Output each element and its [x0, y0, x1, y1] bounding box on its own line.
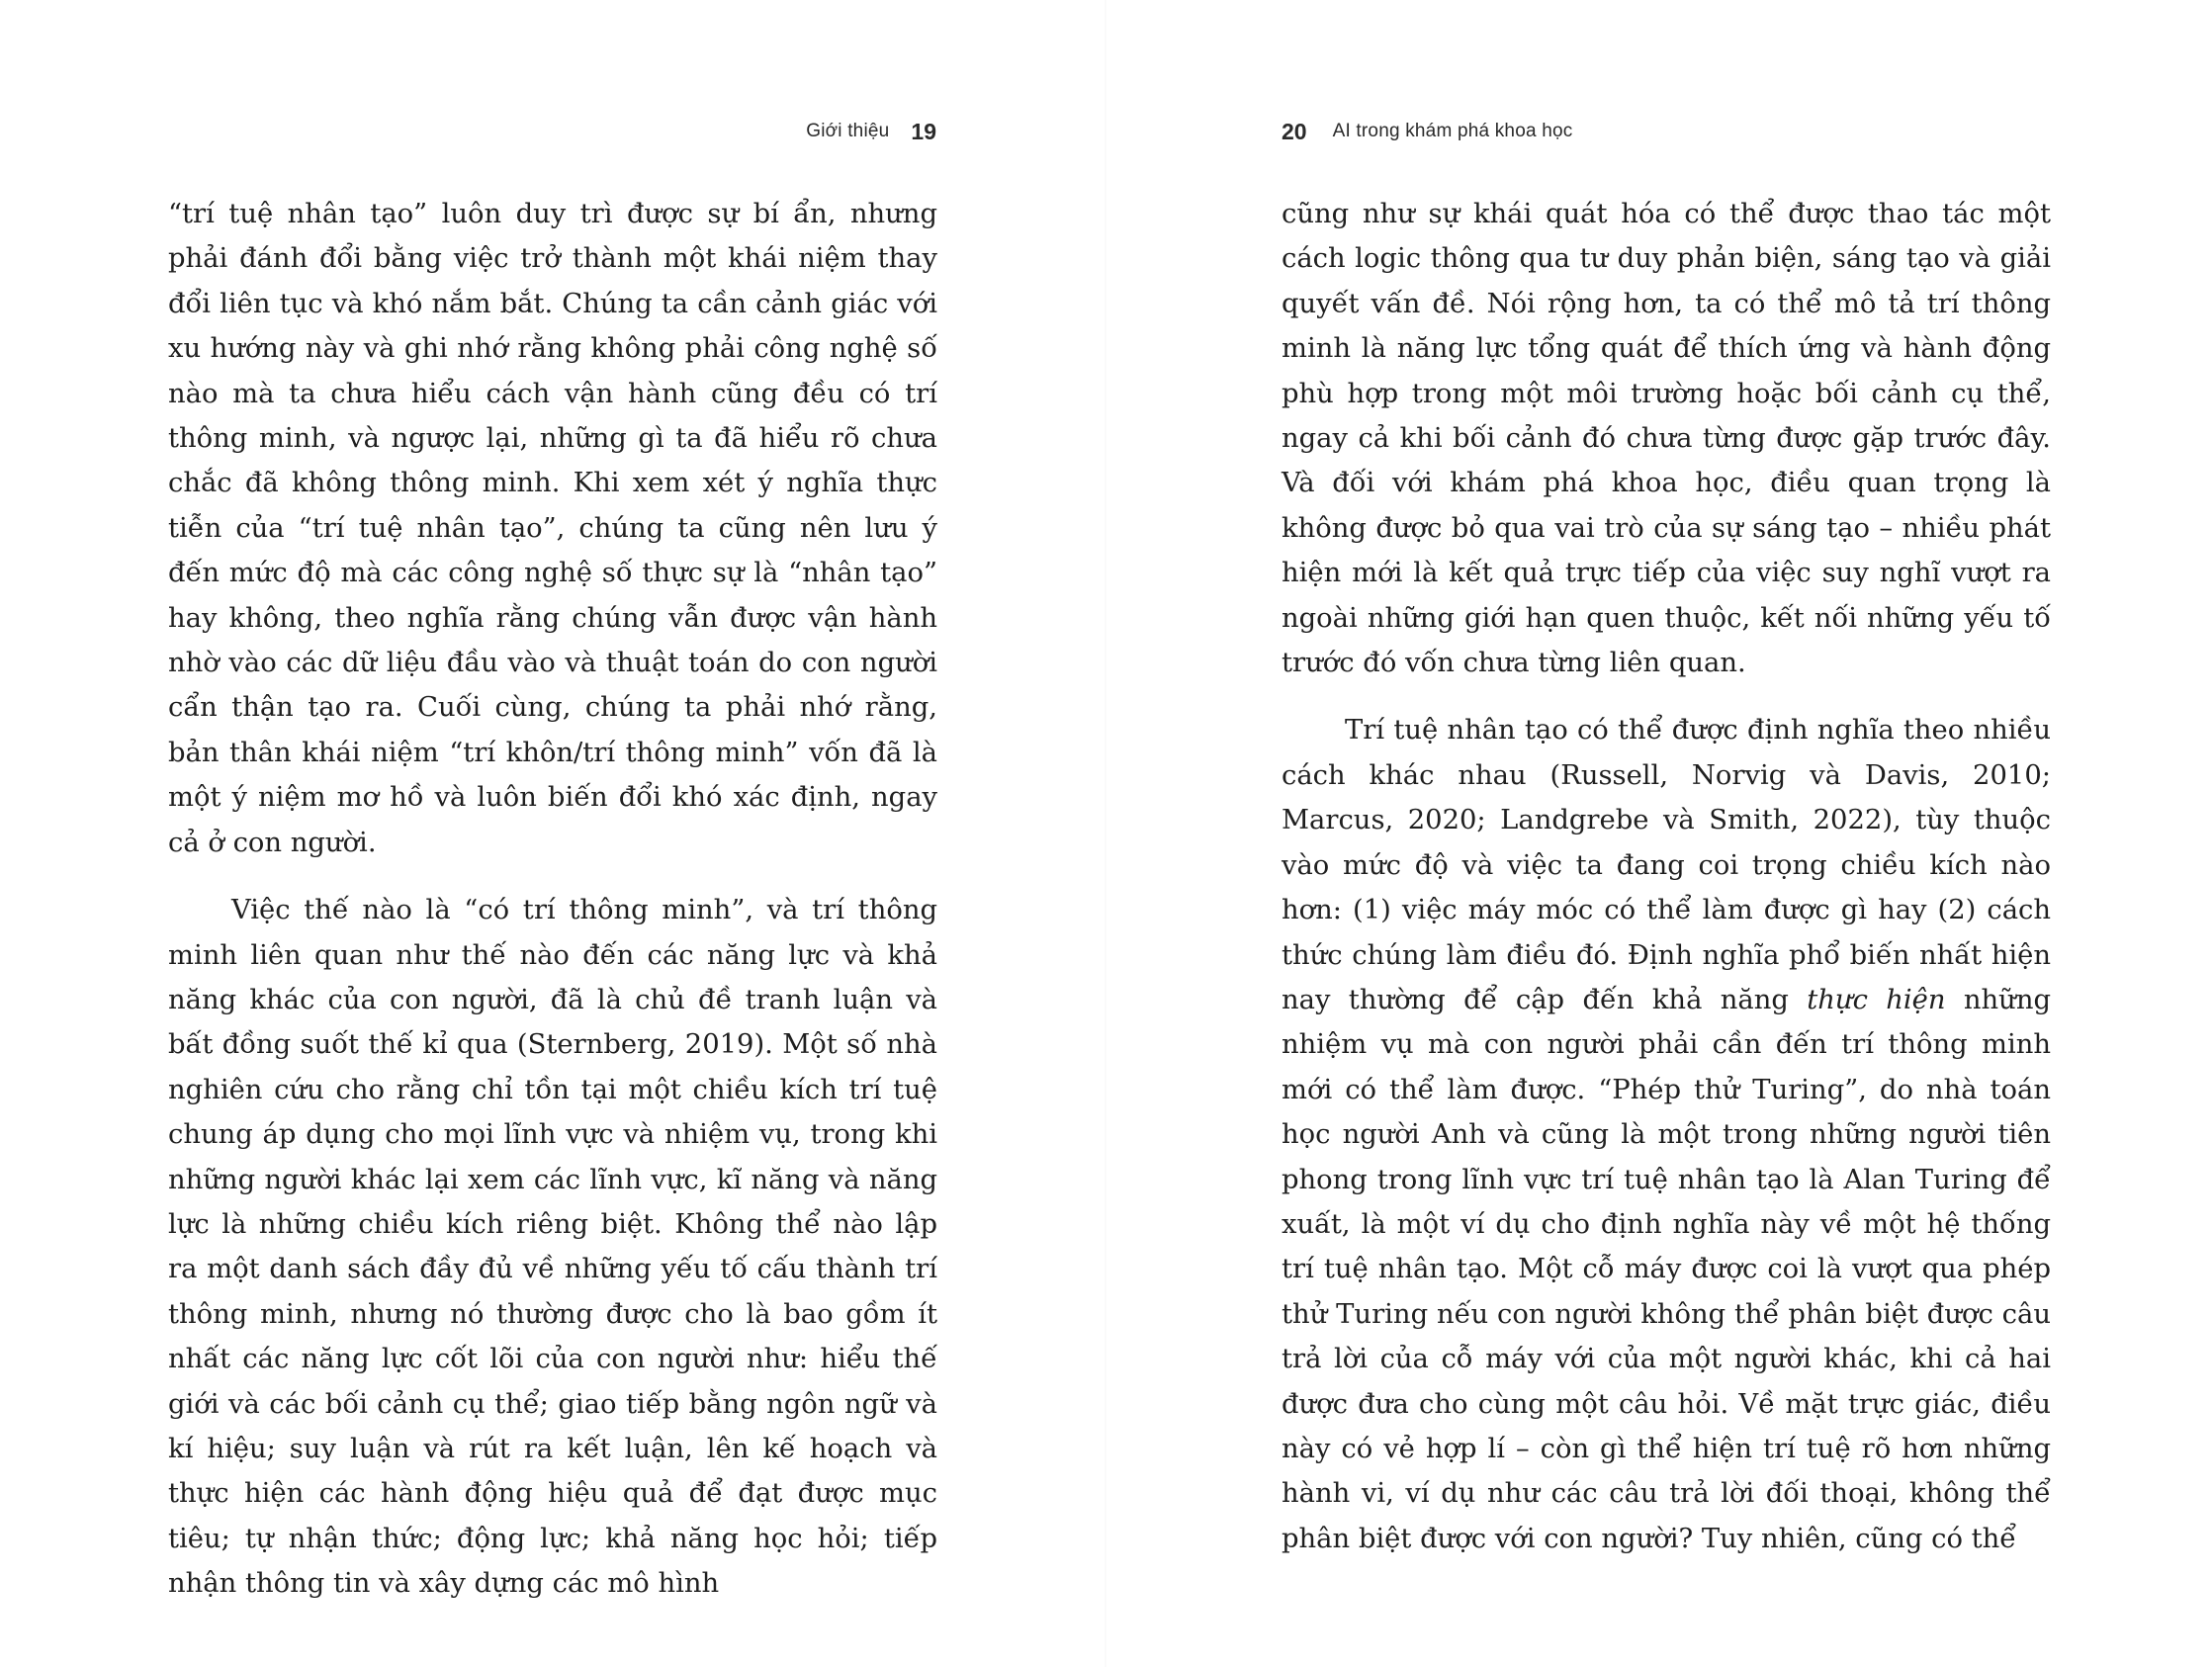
running-head-left	[806, 117, 936, 146]
paragraph: cũng như sự khái quát hóa có thể được thao tác một cách logic thông qua tư duy phản biện, sáng tạo và giải quyết vấn đề. Nói rộng hơn, ta có thể mô tả trí thông minh là năng lực tổng quát để thích ứng và hành động phù hợp trong một môi trường hoặc bối cảnh cụ thể, ngay cả khi bối cảnh đó chưa từng được gặp trước đây. Và đối với khám phá khoa học, điều quan trọng là không được bỏ qua vai trò của sự sáng tạo – nhiều phát hiện mới là kết quả trực tiếp của việc suy nghĩ vượt ra ngoài những giới hạn quen thuộc, kết nối những yếu tố trước đó vốn chưa từng liên quan.	[1282, 199, 2051, 679]
paragraph-text: những nhiệm vụ mà con người phải cần đến trí thông minh mới có thể làm được. “Phép thử Turing”, do nhà toán học người Anh và cũng là một trong những người tiên phong trong lĩnh vực trí tuệ nhân tạo là Alan Turing để xuất, là một ví dụ cho định nghĩa này về một hệ thống trí tuệ nhân tạo. Một cỗ máy được coi là vượt qua phép thử Turing nếu con người không thể phân biệt được câu trả lời của cỗ máy với của một người khác, khi cả hai được đưa cho cùng một câu hỏi. Về mặt trực giác, điều này có vẻ hợp lí – còn gì thể hiện trí tuệ rõ hơn những hành vi, ví dụ như các câu trả lời đối thoại, không thể phân biệt được với con người? Tuy nhiên, cũng có thể	[1282, 984, 2051, 1554]
page-number: 20	[1282, 118, 1307, 144]
body-text-right	[1282, 192, 2051, 1561]
body-text-left	[168, 192, 937, 1607]
running-head-right	[1282, 117, 1572, 146]
paragraph-text: Trí tuệ nhân tạo có thể được định nghĩa theo nhiều cách khác nhau (Russell, Norvig và Davis, 2010; Marcus, 2020; Landgrebe và Smith, 2022), tùy thuộc vào mức độ và việc ta đang coi trọng chiều kích nào hơn: (1) việc máy móc có thể làm được gì hay (2) cách thức chúng làm điều đó. Định nghĩa phổ biến nhất hiện nay thường để cập đến khả năng	[1282, 715, 2051, 1015]
chapter-title: Giới thiệu	[806, 121, 890, 141]
paragraph: Việc thế nào là “có trí thông minh”, và trí thông minh liên quan như thế nào đến các năng lực và khả năng khác của con người, đã là chủ đề tranh luận và bất đồng suốt thế kỉ qua (Sternberg, 2019). Một số nhà nghiên cứu cho rằng chỉ tồn tại một chiều kích trí tuệ chung áp dụng cho mọi lĩnh vực và nhiệm vụ, trong khi những người khác lại xem các lĩnh vực, kĩ năng và năng lực là những chiều kích riêng biệt. Không thể nào lập ra một danh sách đầy đủ về những yếu tố cấu thành trí thông minh, nhưng nó thường được cho là bao gồm ít nhất các năng lực cốt lõi của con người như: hiểu thế giới và các bối cảnh cụ thể; giao tiếp bằng ngôn ngữ và kí hiệu; suy luận và rút ra kết luận, lên kế hoạch và thực hiện các hành động hiệu quả để đạt được mục tiêu; tự nhận thức; động lực; khả năng học hỏi; tiếp nhận thông tin và xây dựng các mô hình	[168, 895, 937, 1600]
paragraph	[1282, 708, 2051, 1561]
emphasized-text: thực hiện	[1807, 984, 1946, 1015]
page-number: 19	[911, 118, 936, 144]
book-title: AI trong khám phá khoa học	[1332, 121, 1573, 141]
paragraph: “trí tuệ nhân tạo” luôn duy trì được sự bí ẩn, nhưng phải đánh đổi bằng việc trở thành một khái niệm thay đổi liên tục và khó nắm bắt. Chúng ta cần cảnh giác với xu hướng này và ghi nhớ rằng không phải công nghệ số nào mà ta chưa hiểu cách vận hành cũng đều có trí thông minh, và ngược lại, những gì ta đã hiểu rõ chưa chắc đã không thông minh. Khi xem xét ý nghĩa thực tiễn của “trí tuệ nhân tạo”, chúng ta cũng nên lưu ý đến mức độ mà các công nghệ số thực sự là “nhân tạo” hay không, theo nghĩa rằng chúng vẫn được vận hành nhờ vào các dữ liệu đầu vào và thuật toán do con người cẩn thận tạo ra. Cuối cùng, chúng ta phải nhớ rằng, bản thân khái niệm “trí khôn/trí thông minh” vốn đã là một ý niệm mơ hồ và luôn biến đổi khó xác định, ngay cả ở con người.	[168, 199, 937, 858]
right-page	[1106, 0, 2212, 1667]
